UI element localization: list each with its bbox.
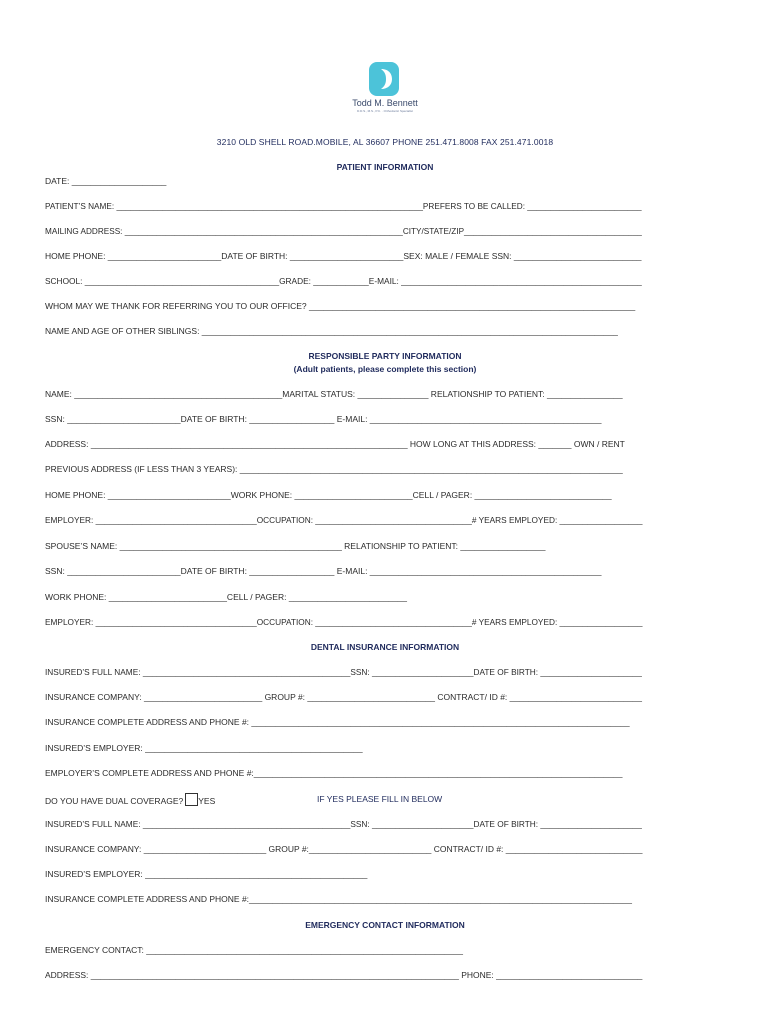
- emergency-contact-field[interactable]: EMERGENCY CONTACT: ___________________________________________________________________: [45, 945, 463, 955]
- insurance-company-field[interactable]: INSURANCE COMPANY: _________________________ GROUP #: ___________________________ CONTRACT/ ID #: ____________________________: [45, 692, 643, 702]
- dual-coverage-yes-label: YES: [198, 796, 216, 806]
- responsible-party-heading: RESPONSIBLE PARTY INFORMATION: [308, 351, 462, 361]
- secondary-insured-employer-field[interactable]: INSURED’S EMPLOYER: _______________________________________________: [45, 869, 368, 879]
- secondary-insurance-company-field[interactable]: INSURANCE COMPANY: __________________________ GROUP #:__________________________ CONTRACT/ ID #: _____________________________: [45, 844, 643, 854]
- rp-ssn-field[interactable]: SSN: ________________________DATE OF BIRTH: __________________ E-MAIL: _________________________________________________: [45, 414, 602, 424]
- employer-address-field[interactable]: EMPLOYER’S COMPLETE ADDRESS AND PHONE #:______________________________________________________________________________: [45, 768, 623, 778]
- office-address: 3210 OLD SHELL ROAD.MOBILE, AL 36607 PHONE 251.471.8008 FAX 251.471.0018: [216, 137, 554, 147]
- dual-coverage-checkbox[interactable]: [185, 793, 198, 806]
- secondary-insurance-address-field[interactable]: INSURANCE COMPLETE ADDRESS AND PHONE #:_________________________________________________________________________________: [45, 894, 632, 904]
- logo-tagline: D.D.S., M.S., P.C. · Orthodontic Specialist: [357, 109, 413, 113]
- spouse-employer-field[interactable]: EMPLOYER: ___________________________________OCCUPATION: __________________________________# YEARS EMPLOYED: __________________: [45, 617, 643, 627]
- emergency-address-field[interactable]: ADDRESS: ______________________________________________________________________________ PHONE: _______________________________: [45, 970, 643, 980]
- referral-field[interactable]: WHOM MAY WE THANK FOR REFERRING YOU TO OUR OFFICE? _____________________________________________________________________: [45, 301, 636, 311]
- dual-coverage-note: IF YES PLEASE FILL IN BELOW: [317, 794, 443, 804]
- mailing-address-field[interactable]: MAILING ADDRESS: _____________________________________________________________CITY/STATE/ZIP_______________________________________: [45, 226, 642, 236]
- spouse-ssn-field[interactable]: SSN: ________________________DATE OF BIRTH: __________________ E-MAIL: _________________________________________________: [45, 566, 602, 576]
- patient-name-field[interactable]: PATIENT’S NAME: ___________________________________________________________________PREFERS TO BE CALLED: _________________________: [45, 201, 642, 211]
- practice-logo: [350, 62, 420, 122]
- school-field[interactable]: SCHOOL: __________________________________________GRADE: ____________E-MAIL: ____________________________________________________: [45, 276, 642, 286]
- spouse-name-field[interactable]: SPOUSE’S NAME: _______________________________________________ RELATIONSHIP TO PATIENT: __________________: [45, 541, 546, 551]
- home-phone-field[interactable]: HOME PHONE: ________________________DATE OF BIRTH: ________________________SEX: MALE / FEMALE SSN: ___________________________: [45, 251, 642, 261]
- emergency-contact-heading: EMERGENCY CONTACT INFORMATION: [305, 920, 465, 930]
- secondary-insured-name-field[interactable]: INSURED’S FULL NAME: _____________________________________________SSN: ______________________DATE OF BIRTH: ______________________: [45, 819, 642, 829]
- logo-name: Todd M. Bennett: [352, 98, 418, 108]
- insured-name-field[interactable]: INSURED’S FULL NAME: _____________________________________________SSN: ______________________DATE OF BIRTH: ______________________: [45, 667, 642, 677]
- rp-name-field[interactable]: NAME: ____________________________________________MARITAL STATUS: _______________ RELATIONSHIP TO PATIENT: ________________: [45, 389, 623, 399]
- dental-insurance-heading: DENTAL INSURANCE INFORMATION: [310, 642, 460, 652]
- responsible-party-subheading: (Adult patients, please complete this section): [293, 364, 477, 374]
- insurance-address-field[interactable]: INSURANCE COMPLETE ADDRESS AND PHONE #: ________________________________________________________________________________: [45, 717, 630, 727]
- rp-phones-field[interactable]: HOME PHONE: __________________________WORK PHONE: _________________________CELL / PAGER: _____________________________: [45, 490, 612, 500]
- siblings-field[interactable]: NAME AND AGE OF OTHER SIBLINGS: ________________________________________________________________________________________: [45, 326, 618, 336]
- rp-employer-field[interactable]: EMPLOYER: ___________________________________OCCUPATION: __________________________________# YEARS EMPLOYED: __________________: [45, 515, 643, 525]
- rp-address-field[interactable]: ADDRESS: ___________________________________________________________________ HOW LONG AT THIS ADDRESS: _______ OWN / RENT: [45, 439, 625, 449]
- rp-previous-address-field[interactable]: PREVIOUS ADDRESS (IF LESS THAN 3 YEARS): _________________________________________________________________________________: [45, 464, 623, 474]
- dual-coverage-label: DO YOU HAVE DUAL COVERAGE?: [45, 796, 184, 806]
- tooth-logo-icon: [369, 62, 399, 96]
- date-field[interactable]: DATE: ____________________: [45, 176, 167, 186]
- spouse-work-phone-field[interactable]: WORK PHONE: _________________________CELL / PAGER: _________________________: [45, 592, 408, 602]
- insured-employer-field[interactable]: INSURED’S EMPLOYER: ______________________________________________: [45, 743, 363, 753]
- dual-coverage-row: [45, 793, 215, 806]
- patient-info-heading: PATIENT INFORMATION: [336, 162, 434, 172]
